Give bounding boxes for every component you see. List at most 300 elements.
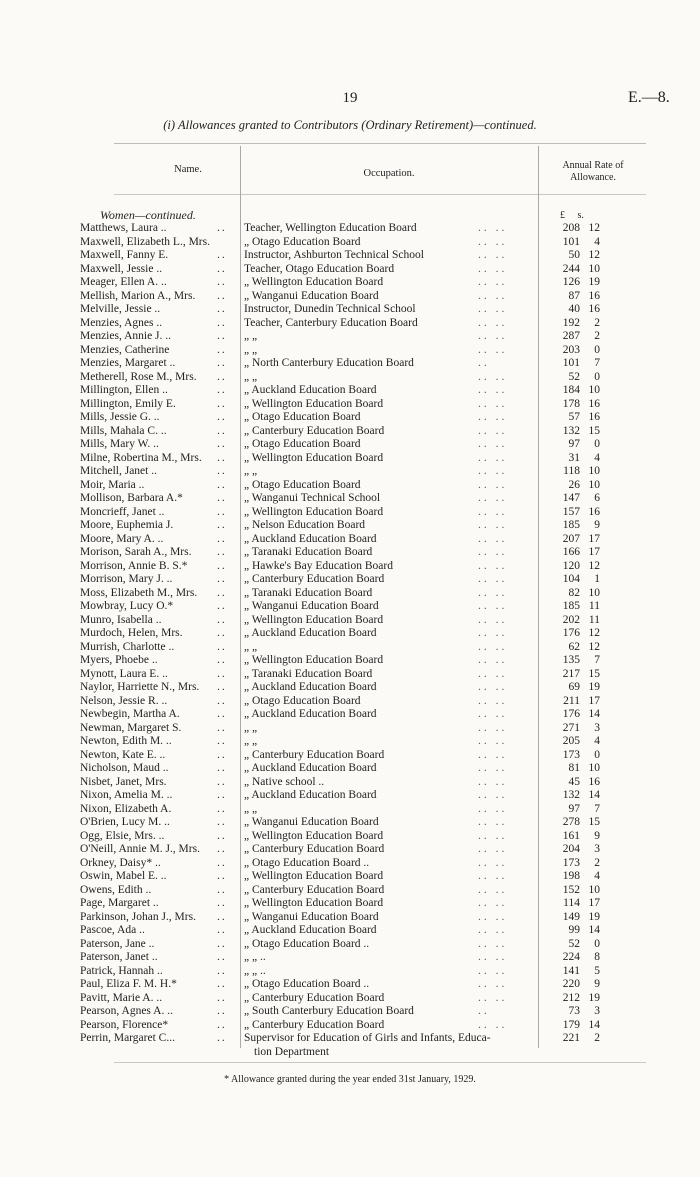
allowance-shillings: 4 [594, 235, 600, 248]
person-name: Millington, Ellen .. [80, 384, 168, 396]
occupation: „ Auckland Education Board [244, 762, 377, 774]
allowance-pounds: 141 [562, 964, 580, 977]
table-row [0, 614, 700, 628]
person-name: Murrish, Charlotte .. [80, 640, 175, 653]
name-leader-dots: .. [217, 465, 227, 477]
name-leader-dots: .. [217, 370, 227, 383]
allowance-shillings: 16 [588, 775, 600, 788]
allowance-pounds: 50 [568, 249, 580, 261]
person-name: Oswin, Mabel E. .. [80, 870, 167, 882]
name-leader-dots: .. [217, 897, 227, 909]
occupation-leader-dots: .. .. [478, 924, 508, 936]
person-name: Ogg, Elsie, Mrs. .. [80, 829, 165, 842]
name-leader-dots: .. [217, 951, 227, 963]
allowance-pounds: 101 [562, 235, 580, 248]
table-row [0, 546, 700, 560]
name-leader-dots: .. [217, 357, 227, 369]
occupation: „ Auckland Education Board [244, 681, 377, 693]
occupation: „ Otago Education Board [244, 235, 361, 248]
allowance-shillings: 14 [588, 789, 600, 801]
occupation-leader-dots: .. .. [478, 694, 508, 707]
allowance-shillings: 3 [594, 1005, 600, 1017]
name-leader-dots: .. [217, 303, 227, 315]
occupation-leader-dots: .. .. [478, 681, 508, 693]
allowance-shillings: 4 [594, 451, 600, 464]
table-row [0, 290, 700, 304]
occupation: „ Wanganui Education Board [244, 910, 379, 923]
name-leader-dots: .. [217, 546, 227, 558]
table-row [0, 371, 700, 385]
allowance-pounds: 203 [562, 343, 580, 356]
occupation-leader-dots: .. .. [478, 262, 508, 275]
name-leader-dots: .. [217, 316, 227, 329]
allowance-shillings: 5 [594, 964, 600, 977]
name-leader-dots: .. [217, 721, 227, 734]
occupation: „ Wellington Education Board [244, 654, 384, 666]
person-name: Mellish, Marion A., Mrs. [80, 289, 196, 302]
occupation-leader-dots: .. .. [478, 843, 508, 855]
occupation-leader-dots: .. .. [478, 829, 508, 842]
allowance-pounds: 101 [562, 357, 580, 369]
allowance-pounds: 211 [563, 694, 580, 707]
name-leader-dots: .. [217, 222, 227, 234]
allowance-shillings: 19 [588, 910, 600, 923]
table-row [0, 452, 700, 466]
table-row [0, 695, 700, 709]
occupation-leader-dots: .. .. [478, 519, 508, 531]
occupation: „ Wanganui Education Board [244, 600, 379, 612]
allowance-pounds: 52 [568, 370, 580, 383]
occupation: „ Wellington Education Board [244, 276, 384, 288]
name-leader-dots: .. [217, 532, 227, 545]
occupation: „ North Canterbury Education Board [244, 357, 414, 369]
occupation: Supervisor for Education of Girls and Infants, Educa- [244, 1032, 491, 1044]
table-row [0, 600, 700, 614]
allowance-shillings: 12 [588, 640, 600, 653]
occupation: „ „ [244, 343, 258, 356]
person-name: Mitchell, Janet .. [80, 465, 157, 477]
occupation-leader-dots: .. .. [478, 451, 508, 464]
table-row [0, 951, 700, 965]
table-row [0, 870, 700, 884]
occupation: „ Otago Education Board [244, 438, 361, 450]
name-leader-dots: .. [217, 573, 227, 585]
occupation-leader-dots: .. .. [478, 870, 508, 882]
allowance-shillings: 10 [588, 762, 600, 774]
occupation-leader-dots: .. .. [478, 964, 508, 977]
table-row [0, 330, 700, 344]
allowance-pounds: 114 [563, 897, 580, 909]
allowance-shillings: 1 [594, 573, 600, 585]
occupation: „ „ [244, 330, 258, 342]
person-name: Mollison, Barbara A.* [80, 492, 183, 504]
table-row [0, 249, 700, 263]
occupation: „ „ [244, 370, 258, 383]
table-row [0, 776, 700, 790]
person-name: Newman, Margaret S. [80, 721, 182, 734]
allowance-pounds: 198 [562, 870, 580, 882]
occupation: „ Canterbury Education Board [244, 991, 385, 1004]
name-leader-dots: .. [217, 694, 227, 707]
person-name: Moss, Elizabeth M., Mrs. [80, 586, 198, 599]
allowance-pounds: 202 [562, 613, 580, 626]
table-row [0, 708, 700, 722]
allowance-pounds: 173 [562, 856, 580, 869]
allowance-shillings: 15 [588, 816, 600, 828]
allowance-pounds: 221 [562, 1032, 580, 1044]
occupation: „ Otago Education Board [244, 694, 361, 707]
allowance-pounds: 204 [562, 843, 580, 855]
allowance-shillings: 4 [594, 735, 600, 747]
allowance-shillings: 7 [594, 802, 600, 815]
allowance-shillings: 10 [588, 384, 600, 396]
person-name: Nicholson, Maud .. [80, 762, 169, 774]
allowance-shillings: 12 [588, 627, 600, 639]
name-leader-dots: .. [217, 829, 227, 842]
person-name: Munro, Isabella .. [80, 613, 162, 626]
table-row [0, 641, 700, 655]
name-leader-dots: .. [217, 613, 227, 626]
occupation: „ Auckland Education Board [244, 384, 377, 396]
person-name: Patrick, Hannah .. [80, 964, 163, 977]
occupation-leader-dots: .. .. [478, 856, 508, 869]
occupation: „ Canterbury Education Board [244, 424, 385, 437]
allowance-shillings: 10 [588, 478, 600, 491]
allowance-pounds: 287 [562, 330, 580, 342]
allowance-pounds: 185 [562, 519, 580, 531]
occupation-leader-dots: .. .. [478, 627, 508, 639]
allowance-pounds: 120 [562, 559, 580, 572]
person-name: Paterson, Jane .. [80, 937, 155, 950]
allowance-pounds: 207 [562, 532, 580, 545]
allowance-shillings: 10 [588, 883, 600, 896]
allowance-pounds: 97 [568, 438, 580, 450]
occupation: „ „ [244, 735, 258, 747]
name-leader-dots: .. [217, 1005, 227, 1017]
person-name: Maxwell, Fanny E. [80, 249, 169, 261]
occupation: „ Otago Education Board [244, 411, 361, 423]
allowance-pounds: 176 [562, 708, 580, 720]
name-leader-dots: .. [217, 654, 227, 666]
occupation: „ „ [244, 802, 258, 815]
header-occupation: Occupation. [363, 168, 415, 179]
table-row [0, 1019, 700, 1033]
table-row [0, 276, 700, 290]
occupation: „ „ [244, 465, 258, 477]
table-row [0, 1046, 700, 1060]
occupation: Teacher, Canterbury Education Board [244, 316, 418, 329]
name-leader-dots: .. [217, 964, 227, 977]
table-row [0, 479, 700, 493]
allowance-pounds: 118 [563, 465, 580, 477]
name-leader-dots: .. [217, 843, 227, 855]
allowance-shillings: 7 [594, 654, 600, 666]
allowance-pounds: 166 [562, 546, 580, 558]
name-leader-dots: .. [217, 1018, 227, 1031]
person-name: Myers, Phoebe .. [80, 654, 158, 666]
table-row [0, 384, 700, 398]
name-leader-dots: .. [217, 910, 227, 923]
allowance-pounds: 179 [562, 1018, 580, 1031]
name-leader-dots: .. [217, 397, 227, 410]
table-row [0, 411, 700, 425]
allowance-shillings: 4 [594, 870, 600, 882]
person-name: Page, Margaret .. [80, 897, 159, 909]
person-name: Meager, Ellen A. .. [80, 276, 167, 288]
occupation: „ Taranaki Education Board [244, 667, 373, 680]
allowance-pounds: 208 [562, 222, 580, 234]
person-name: Murdoch, Helen, Mrs. [80, 627, 183, 639]
top-rule [114, 143, 646, 144]
table-subtitle: (i) Allowances granted to Contributors (Ordinary Retirement)—continued. [163, 118, 537, 132]
person-name: O'Neill, Annie M. J., Mrs. [80, 843, 200, 855]
person-name: Newton, Kate E. .. [80, 748, 166, 761]
section-title: Women—continued. [100, 208, 196, 222]
occupation-leader-dots: .. .. [478, 532, 508, 545]
occupation: „ Canterbury Education Board [244, 883, 385, 896]
occupation-leader-dots: .. .. [478, 249, 508, 261]
occupation: „ Nelson Education Board [244, 519, 366, 531]
allowance-shillings: 14 [588, 1018, 600, 1031]
table-row [0, 803, 700, 817]
occupation-leader-dots: .. .. [478, 330, 508, 342]
name-leader-dots: .. [217, 559, 227, 572]
allowance-pounds: 69 [568, 681, 580, 693]
allowance-pounds: 73 [568, 1005, 580, 1017]
occupation-leader-dots: .. .. [478, 762, 508, 774]
name-leader-dots: .. [217, 384, 227, 396]
allowance-shillings: 15 [588, 424, 600, 437]
allowance-shillings: 0 [594, 370, 600, 383]
allowance-pounds: 52 [568, 937, 580, 950]
occupation: „ Auckland Education Board [244, 532, 377, 545]
occupation-leader-dots: .. .. [478, 951, 508, 963]
table-row [0, 222, 700, 236]
person-name: Paul, Eliza F. M. H.* [80, 978, 177, 990]
allowance-pounds: 126 [562, 276, 580, 288]
person-name: Milne, Robertina M., Mrs. [80, 451, 202, 464]
name-leader-dots: .. [217, 640, 227, 653]
allowance-shillings: 14 [588, 924, 600, 936]
occupation: Teacher, Otago Education Board [244, 262, 395, 275]
occupation-leader-dots: .. .. [478, 343, 508, 356]
table-row [0, 398, 700, 412]
table-row [0, 830, 700, 844]
allowance-shillings: 8 [594, 951, 600, 963]
table-body [0, 222, 700, 1059]
allowance-pounds: 132 [562, 789, 580, 801]
person-name: Maxwell, Elizabeth L., Mrs. [80, 235, 210, 248]
person-name: Moore, Euphemia J. [80, 519, 174, 531]
table-row [0, 722, 700, 736]
table-row [0, 749, 700, 763]
occupation: „ Wanganui Education Board [244, 289, 379, 302]
person-name: Parkinson, Johan J., Mrs. [80, 910, 196, 923]
name-leader-dots: .. [217, 343, 227, 356]
page-number: 19 [342, 90, 358, 106]
person-name: Menzies, Agnes .. [80, 316, 163, 329]
person-name: Mynott, Laura E. .. [80, 667, 168, 680]
allowance-shillings: 0 [594, 937, 600, 950]
person-name: Maxwell, Jessie .. [80, 262, 163, 275]
allowance-shillings: 0 [594, 748, 600, 761]
occupation: „ South Canterbury Education Board [244, 1005, 414, 1017]
allowance-shillings: 16 [588, 505, 600, 518]
header-name: Name. [174, 164, 202, 175]
person-name: Melville, Jessie .. [80, 303, 161, 315]
allowance-shillings: 0 [594, 343, 600, 356]
person-name: Menzies, Margaret .. [80, 357, 176, 369]
allowance-pounds: 45 [568, 775, 580, 788]
person-name: Matthews, Laura .. [80, 222, 167, 234]
occupation-leader-dots: .. .. [478, 397, 508, 410]
allowance-shillings: 2 [594, 330, 600, 342]
allowance-shillings: 10 [588, 465, 600, 477]
allowance-pounds: 205 [562, 735, 580, 747]
allowance-shillings: 17 [588, 694, 600, 707]
header-rule [114, 194, 646, 195]
person-name: Mowbray, Lucy O.* [80, 600, 174, 612]
table-row [0, 884, 700, 898]
person-name: Morrison, Mary J. .. [80, 573, 173, 585]
table-row [0, 533, 700, 547]
person-name: O'Brien, Lucy M. .. [80, 816, 170, 828]
occupation-leader-dots: .. .. [478, 978, 508, 990]
allowance-pounds: 278 [562, 816, 580, 828]
table-row [0, 425, 700, 439]
occupation: „ Otago Education Board .. [244, 937, 370, 950]
allowance-pounds: 220 [562, 978, 580, 990]
shillings-symbol: s. [577, 210, 584, 221]
person-name: Morison, Sarah A., Mrs. [80, 546, 192, 558]
name-leader-dots: .. [217, 789, 227, 801]
table-row [0, 789, 700, 803]
allowance-pounds: 26 [568, 478, 580, 491]
name-leader-dots: .. [217, 978, 227, 990]
table-row [0, 816, 700, 830]
name-leader-dots: .. [217, 276, 227, 288]
name-leader-dots: .. [217, 708, 227, 720]
occupation-leader-dots: .. .. [478, 654, 508, 666]
name-leader-dots: .. [217, 330, 227, 342]
occupation: „ Canterbury Education Board [244, 748, 385, 761]
table-row [0, 357, 700, 371]
name-leader-dots: .. [217, 802, 227, 815]
occupation-leader-dots: .. .. [478, 640, 508, 653]
occupation-leader-dots: .. .. [478, 735, 508, 747]
occupation: „ Wellington Education Board [244, 829, 384, 842]
occupation: „ Taranaki Education Board [244, 546, 373, 558]
allowance-shillings: 7 [594, 357, 600, 369]
allowance-pounds: 135 [562, 654, 580, 666]
bottom-rule [114, 1062, 646, 1063]
allowance-shillings: 19 [588, 991, 600, 1004]
table-row [0, 843, 700, 857]
table-row [0, 1005, 700, 1019]
table-row [0, 303, 700, 317]
occupation: „ Auckland Education Board [244, 789, 377, 801]
allowance-pounds: 81 [568, 762, 580, 774]
name-leader-dots: .. [217, 937, 227, 950]
occupation: „ Wellington Education Board [244, 870, 384, 882]
occupation-leader-dots: .. .. [478, 573, 508, 585]
name-leader-dots: .. [217, 1032, 227, 1044]
occupation: „ Auckland Education Board [244, 708, 377, 720]
table-row [0, 438, 700, 452]
occupation: „ Otago Education Board .. [244, 978, 370, 990]
allowance-pounds: 152 [562, 883, 580, 896]
allowance-pounds: 176 [562, 627, 580, 639]
page-code: E.—8. [628, 89, 670, 106]
person-name: Pascoe, Ada .. [80, 924, 145, 936]
person-name: Pearson, Florence* [80, 1018, 169, 1031]
occupation: „ Auckland Education Board [244, 924, 377, 936]
occupation: „ Auckland Education Board [244, 627, 377, 639]
occupation-leader-dots: .. .. [478, 492, 508, 504]
name-leader-dots: .. [217, 883, 227, 896]
allowance-pounds: 224 [562, 951, 580, 963]
occupation-leader-dots: .. .. [478, 883, 508, 896]
name-leader-dots: .. [217, 262, 227, 275]
occupation: „ Otago Education Board [244, 478, 361, 491]
table-row [0, 911, 700, 925]
occupation-leader-dots: .. .. [478, 897, 508, 909]
person-name: Metherell, Rose M., Mrs. [80, 370, 197, 383]
allowance-pounds: 271 [562, 721, 580, 734]
name-leader-dots: .. [217, 289, 227, 302]
name-leader-dots: .. [217, 505, 227, 518]
allowance-shillings: 12 [588, 559, 600, 572]
name-leader-dots: .. [217, 249, 227, 261]
table-row [0, 506, 700, 520]
person-name: Millington, Emily E. [80, 397, 176, 410]
name-leader-dots: .. [217, 681, 227, 693]
occupation-leader-dots: .. [478, 357, 490, 369]
name-leader-dots: .. [217, 991, 227, 1004]
allowance-shillings: 10 [588, 262, 600, 275]
table-row [0, 668, 700, 682]
allowance-pounds: 173 [562, 748, 580, 761]
allowance-shillings: 0 [594, 438, 600, 450]
occupation: „ Wellington Education Board [244, 505, 384, 518]
table-row [0, 681, 700, 695]
allowance-pounds: 244 [562, 262, 580, 275]
person-name: Paterson, Janet .. [80, 951, 158, 963]
occupation: „ „ .. [244, 964, 266, 977]
allowance-shillings: 16 [588, 289, 600, 302]
table-row [0, 924, 700, 938]
allowance-shillings: 16 [588, 411, 600, 423]
table-row [0, 897, 700, 911]
currency-header [560, 210, 584, 221]
occupation: „ Canterbury Education Board [244, 573, 385, 585]
occupation: „ „ [244, 640, 258, 653]
table-row [0, 263, 700, 277]
table-row [0, 938, 700, 952]
allowance-shillings: 11 [588, 613, 600, 626]
person-name: Moir, Maria .. [80, 478, 145, 491]
occupation: „ Hawke's Bay Education Board [244, 559, 393, 572]
allowance-shillings: 3 [594, 843, 600, 855]
name-leader-dots: .. [217, 478, 227, 491]
allowance-shillings: 2 [594, 1032, 600, 1044]
name-leader-dots: .. [217, 735, 227, 747]
table-row [0, 317, 700, 331]
name-leader-dots: .. [217, 600, 227, 612]
name-leader-dots: .. [217, 586, 227, 599]
allowance-shillings: 9 [594, 978, 600, 990]
allowance-shillings: 2 [594, 856, 600, 869]
